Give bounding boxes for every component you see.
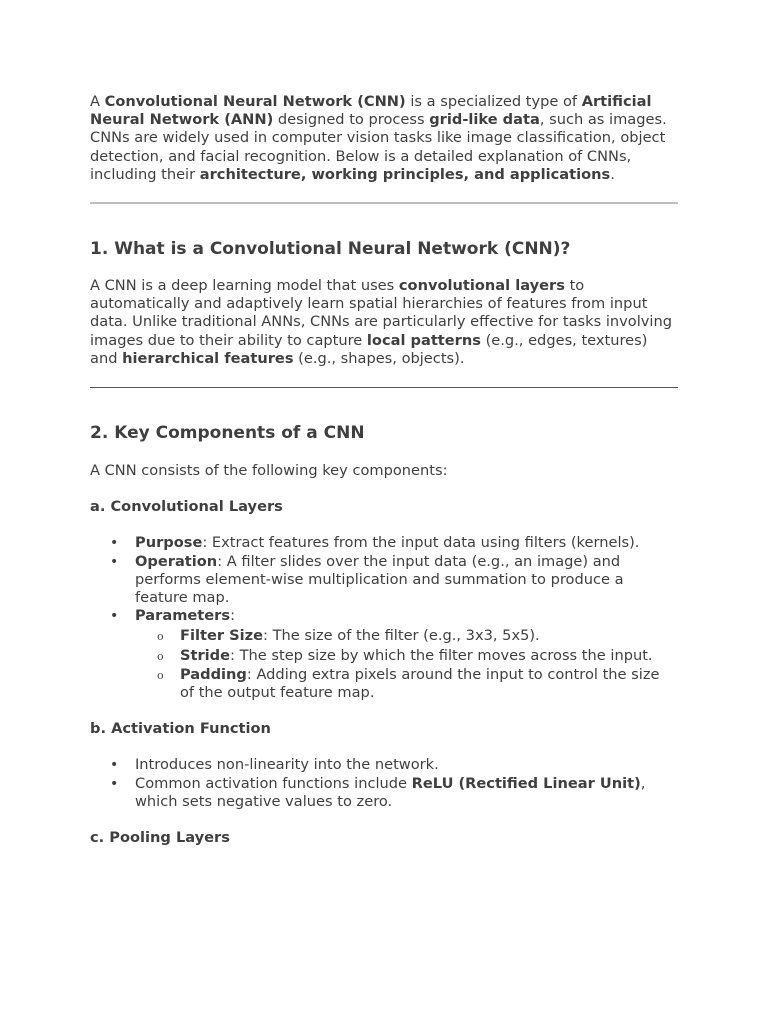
list-item: • Introduces non-linearity into the network.	[110, 756, 439, 774]
list-item: • Parameters: o Filter Size: The size of the filter (e.g., 3x3, 5x5). o Stride: The step size by which the filter moves across the input. o Padding: Adding extra pixels around the input to control the size of the output feature map.	[90, 607, 678, 702]
intro-term-cnn: Convolutional Neural Network (CNN)	[104, 93, 406, 110]
intro-term-architecture: architecture, working principles, and applications	[199, 165, 611, 183]
section-heading-what-is-cnn: 1. What is a Convolutional Neural Network (CNN)?	[90, 239, 571, 260]
list-item: o Filter Size: The size of the filter (e.g., 3x3, 5x5).	[135, 627, 678, 645]
bullet-icon: •	[110, 553, 119, 570]
circle-bullet-icon: o	[157, 668, 164, 682]
parameters-sublist	[135, 627, 678, 702]
list-item: o Stride: The step size by which the filter moves across the input.	[135, 647, 678, 665]
bullet-icon: •	[110, 757, 119, 774]
divider	[90, 202, 678, 204]
divider	[90, 387, 678, 388]
bullet-icon: •	[110, 535, 119, 552]
intro-term-grid-data: grid-like data	[429, 111, 540, 129]
bullet-icon: •	[110, 775, 119, 792]
subheading-pooling-layers: c. Pooling Layers	[90, 829, 230, 847]
convolutional-layers-list	[90, 534, 678, 702]
activation-function-list	[90, 756, 678, 811]
intro-term-ann: Artificial Neural Network (ANN)	[90, 93, 652, 129]
list-item: o Padding: Adding extra pixels around the input to control the size of the output feature map.	[157, 665, 660, 702]
list-item: • Operation: A filter slides over the input data (e.g., an image) and performs element-wise multiplication and summation to produce a feature map.	[110, 552, 624, 607]
section2-intro: A CNN consists of the following key components:	[90, 462, 448, 480]
section1-paragraph: A CNN is a deep learning model that uses convolutional layers to automatically and adaptively learn spatial hierarchies of features from input data. Unlike traditional ANNs, CNNs are particularly effective for tasks involving images due to their ability to capture local patterns (e.g., edges, textures) and hierarchical features (e.g., shapes, objects).	[90, 277, 672, 367]
bullet-icon: •	[110, 608, 119, 625]
list-item: • Purpose: Extract features from the input data using filters (kernels).	[110, 534, 640, 552]
section-heading-key-components: 2. Key Components of a CNN	[90, 423, 365, 444]
subheading-convolutional-layers: a. Convolutional Layers	[90, 498, 283, 516]
circle-bullet-icon: o	[157, 630, 164, 644]
intro-paragraph: A Convolutional Neural Network (CNN) is a specialized type of Artificial Neural Network (ANN) designed to process grid-like data, such as images. CNNs are widely used in computer vision tasks like image classification, object detection, and facial recognition. Below is a detailed explanation of CNNs, including their architecture, working principles, and applications.	[90, 93, 667, 183]
circle-bullet-icon: o	[157, 649, 164, 663]
subheading-activation-function: b. Activation Function	[90, 720, 271, 738]
list-item: • Common activation functions include ReLU (Rectified Linear Unit), which sets negative values to zero.	[110, 774, 646, 810]
